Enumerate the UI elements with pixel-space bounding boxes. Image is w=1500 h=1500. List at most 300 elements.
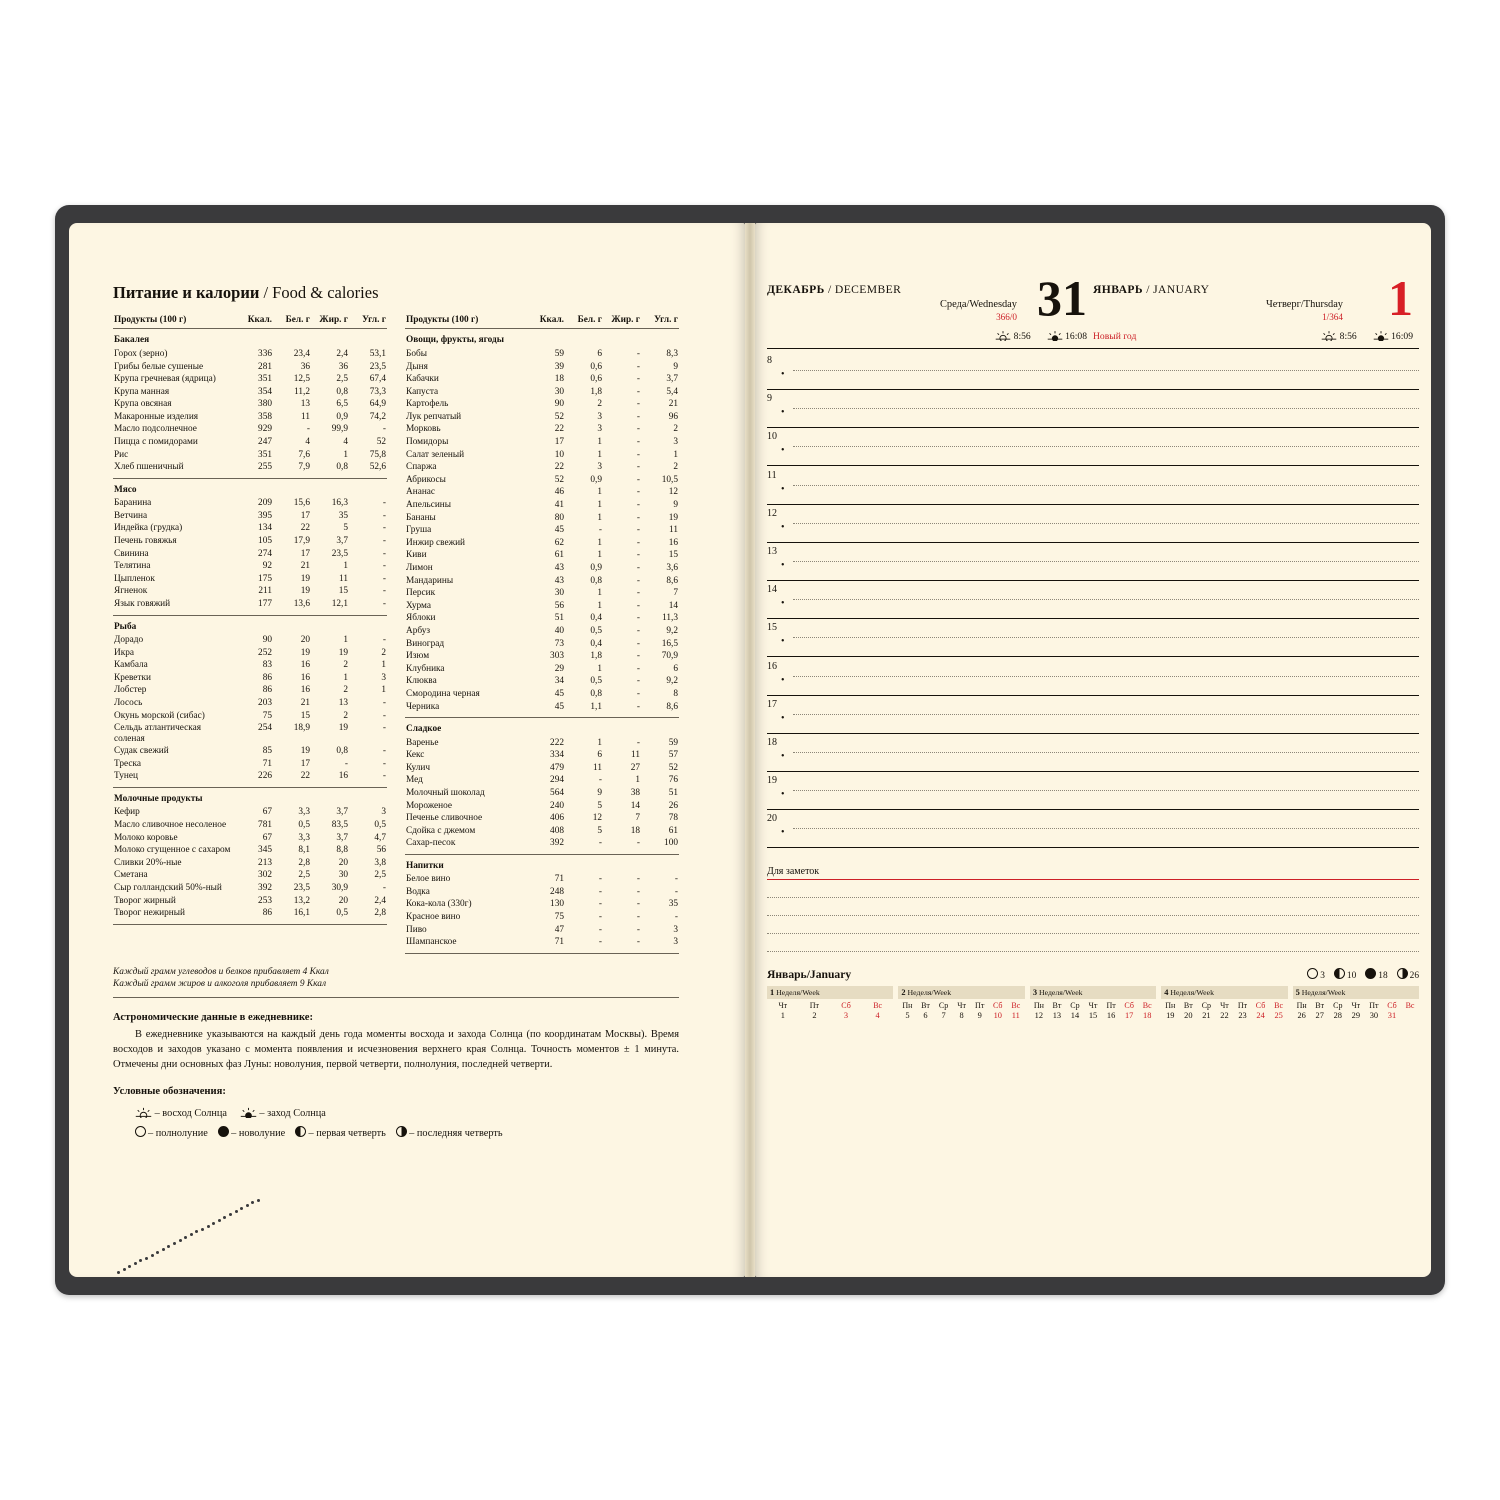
food-value: 134: [258, 523, 272, 534]
food-value: 51: [554, 613, 564, 624]
food-name: Лимон: [406, 563, 433, 573]
write-line[interactable]: [793, 485, 1419, 486]
food-value: 1: [381, 685, 386, 696]
food-value: 51: [668, 787, 678, 798]
food-value: 2: [343, 685, 348, 696]
food-name: Лосось: [114, 697, 143, 708]
write-line[interactable]: [793, 370, 1419, 371]
food-value: 3,8: [374, 857, 386, 868]
table-row: [405, 837, 679, 850]
food-value: 52: [668, 762, 678, 773]
hour-label: 13: [767, 545, 777, 557]
food-value: 3: [673, 937, 678, 948]
food-value: 96: [668, 411, 678, 422]
week-column: [898, 986, 1024, 1020]
food-value: 392: [550, 838, 564, 849]
food-value: -: [674, 912, 678, 923]
moon-phases: [1298, 968, 1419, 981]
food-name: Свинина: [114, 548, 149, 559]
hour-slot[interactable]: [767, 662, 1419, 700]
write-line[interactable]: [793, 599, 1419, 600]
hour-label: 14: [767, 584, 777, 596]
food-value: -: [598, 912, 602, 923]
food-value: 2,8: [298, 857, 310, 868]
food-value: 86: [262, 672, 272, 683]
food-value: 1,8: [590, 651, 602, 662]
table-row: [405, 575, 679, 588]
food-group-header: [405, 854, 679, 873]
hour-slot[interactable]: [767, 585, 1419, 623]
food-name: Кекс: [406, 750, 425, 761]
food-value: -: [636, 638, 640, 649]
food-value: 45: [554, 525, 564, 536]
food-value: -: [636, 449, 640, 460]
corner-dot: [190, 1233, 193, 1236]
food-name: Крупа овсяная: [114, 399, 172, 410]
food-value: 35: [668, 899, 678, 910]
food-name: Мороженое: [406, 800, 453, 811]
food-group-header: [113, 615, 387, 634]
calendar-day[interactable]: 14: [1070, 1011, 1080, 1021]
food-value: 1: [597, 500, 602, 511]
astro-text: В ежедневнике указываются на каждый день года моменты восхода и захода Солнца (по координатам Москвы). Время восходов и заходов указано с момента появления и исчезновения верхнего края Солнца. Точность моментов ± 1 минута. Отмечены дни основных фаз Луны: новолуния, первой четверти, полнолуния, последней четверти.: [113, 1029, 679, 1070]
food-value: 2: [597, 399, 602, 410]
write-line[interactable]: [793, 714, 1419, 715]
corner-dot: [128, 1265, 131, 1268]
table-row: [405, 625, 679, 638]
table-row: [113, 423, 387, 436]
calendar-day[interactable]: 24: [1256, 1011, 1265, 1021]
food-value: 45: [554, 701, 564, 712]
col-header-name: Продукты (100 г): [405, 313, 527, 329]
food-value: 14: [630, 800, 640, 811]
hour-slot[interactable]: [767, 509, 1419, 547]
note-line[interactable]: [767, 880, 1419, 898]
food-name: Картофель: [406, 399, 449, 410]
calendar-day[interactable]: 29: [1351, 1011, 1361, 1021]
food-value: 209: [258, 498, 272, 509]
food-value: -: [636, 411, 640, 422]
day-number: 1: [1388, 270, 1413, 326]
note-line[interactable]: [767, 898, 1419, 916]
table-row: [113, 461, 387, 474]
calendar-day[interactable]: [1401, 1011, 1419, 1020]
table-row: [113, 548, 387, 561]
sun-times: [1093, 330, 1419, 342]
weekday-row: [1030, 1001, 1156, 1010]
mini-calendar: [767, 968, 1419, 1020]
calendar-day[interactable]: 17: [1124, 1011, 1134, 1021]
food-value: 19: [338, 723, 348, 734]
food-value: 22: [300, 771, 310, 782]
table-row: [405, 612, 679, 625]
calendar-day[interactable]: 11: [1011, 1011, 1020, 1021]
legend-block: [113, 1104, 679, 1143]
full-moon-icon: [135, 1126, 146, 1137]
food-value: 105: [258, 536, 272, 547]
table-row: [405, 373, 679, 386]
food-name: Масло подсолнечное: [114, 424, 197, 435]
table-row: [405, 411, 679, 424]
corner-dot: [123, 1268, 126, 1271]
write-line[interactable]: [793, 637, 1419, 638]
calendar-day[interactable]: 25: [1274, 1011, 1283, 1021]
calendar-day[interactable]: 1: [780, 1011, 785, 1021]
food-value: 3,7: [336, 536, 348, 547]
food-group-name: Молочные продукты: [114, 793, 203, 804]
food-value: 19: [300, 573, 310, 584]
write-line[interactable]: [793, 790, 1419, 791]
legend-heading: Условные обозначения:: [113, 1086, 226, 1098]
food-value: 408: [550, 825, 564, 836]
food-value: 4: [305, 437, 310, 448]
food-value: 30,9: [331, 882, 348, 893]
write-line[interactable]: [793, 561, 1419, 562]
food-name: Горох (зерно): [114, 348, 168, 359]
table-row: [405, 936, 679, 949]
corner-dot: [246, 1204, 249, 1207]
food-value: 1: [343, 561, 348, 572]
table-row: [113, 844, 387, 857]
table-row: [405, 663, 679, 676]
week-label: 5 Неделя/Week: [1293, 986, 1419, 999]
food-value: 67: [262, 807, 272, 818]
calendar-day[interactable]: 9: [977, 1011, 982, 1021]
calendar-day[interactable]: 21: [1202, 1011, 1211, 1021]
food-value: 71: [554, 937, 564, 948]
table-header-row: [113, 313, 387, 329]
corner-dot: [218, 1219, 221, 1222]
hour-slot[interactable]: [767, 356, 1419, 394]
hour-divider: [767, 771, 1419, 772]
food-value: -: [636, 600, 640, 611]
day-counter: 366/0: [996, 312, 1017, 322]
food-name: Белое вино: [406, 874, 451, 885]
food-value: 40: [554, 625, 564, 636]
weekday-abbr: Сб: [992, 1001, 1003, 1011]
food-value: 0,5: [374, 819, 386, 830]
corner-dot: [173, 1242, 176, 1245]
day-number-row: [1030, 1011, 1156, 1020]
food-value: 395: [258, 510, 272, 521]
food-value: 0,9: [336, 411, 348, 422]
food-value: -: [598, 937, 602, 948]
table-row: [405, 873, 679, 886]
food-value: 100: [664, 838, 678, 849]
write-line[interactable]: [793, 408, 1419, 409]
food-group-name: Мясо: [114, 484, 137, 495]
weekday-abbr: Вт: [1183, 1001, 1193, 1011]
food-group-name: Напитки: [406, 860, 444, 871]
food-value: 13: [300, 399, 310, 410]
table-row: [405, 774, 679, 787]
hour-slot[interactable]: [767, 394, 1419, 432]
corner-dot: [212, 1222, 215, 1225]
food-value: 2,5: [298, 870, 310, 881]
corner-dot: [201, 1228, 204, 1231]
daily-planner-section: [767, 270, 1419, 1021]
food-value: 303: [550, 651, 564, 662]
moon-phase-fq: 10: [1334, 971, 1356, 981]
legend-sunset-label: – заход Солнца: [259, 1108, 326, 1120]
food-name: Виноград: [406, 638, 445, 649]
food-value: 203: [258, 697, 272, 708]
food-value: 86: [262, 685, 272, 696]
food-value: -: [382, 635, 386, 645]
food-value: -: [382, 586, 386, 597]
calendar-day[interactable]: 15: [1088, 1011, 1098, 1021]
col-header-fat: Жир. г: [311, 313, 349, 329]
food-name: Водка: [406, 886, 430, 897]
calendar-day[interactable]: 7: [941, 1011, 946, 1021]
food-value: 1: [343, 672, 348, 683]
table-row: [113, 722, 387, 745]
week-column: [1293, 986, 1419, 1020]
food-value: 20: [300, 635, 310, 645]
table-row: [113, 684, 387, 697]
food-table-column-1: [113, 313, 387, 954]
week-column: [1161, 986, 1287, 1020]
food-value: 29: [554, 663, 564, 674]
table-row: [113, 585, 387, 598]
table-row: [405, 898, 679, 911]
food-value: 56: [376, 845, 386, 856]
hour-slot[interactable]: [767, 814, 1419, 852]
food-name: Грибы белые сушеные: [114, 361, 204, 372]
food-value: 90: [554, 399, 564, 410]
week-label: 4 Неделя/Week: [1161, 986, 1287, 999]
food-value: -: [636, 625, 640, 636]
food-name: Смородина черная: [406, 688, 480, 699]
corner-dot: [195, 1230, 198, 1233]
table-row: [113, 647, 387, 660]
food-name: Апельсины: [406, 500, 452, 511]
table-row: [113, 659, 387, 672]
food-value: -: [636, 348, 640, 359]
food-name: Индейка (грудка): [114, 523, 183, 534]
write-line[interactable]: [793, 446, 1419, 447]
food-value: 12,1: [331, 599, 348, 609]
food-value: 1: [381, 660, 386, 671]
calendar-day[interactable]: 20: [1184, 1011, 1193, 1021]
weekday-abbr: Ср: [1201, 1001, 1212, 1011]
hour-slot[interactable]: [767, 432, 1419, 470]
food-name: Мед: [406, 775, 423, 786]
calendar-day[interactable]: 12: [1034, 1011, 1044, 1021]
calendar-day[interactable]: 23: [1238, 1011, 1247, 1021]
food-name: Дорадо: [114, 635, 144, 645]
table-row: [113, 573, 387, 586]
food-value: 8,6: [666, 575, 678, 586]
calendar-day[interactable]: 31: [1387, 1011, 1397, 1021]
calendar-day[interactable]: 28: [1333, 1011, 1342, 1021]
calendar-day[interactable]: 8: [959, 1011, 964, 1021]
notes-label: Для заметок: [767, 866, 820, 878]
corner-dot: [207, 1225, 210, 1228]
food-value: 274: [258, 548, 272, 559]
food-value: 9,2: [666, 625, 678, 636]
food-value: -: [636, 424, 640, 435]
weekday-abbr: Пт: [975, 1001, 985, 1011]
calendar-day[interactable]: 4: [875, 1011, 880, 1021]
note-line[interactable]: [767, 934, 1419, 952]
corner-dot: [156, 1251, 159, 1254]
food-value: 59: [554, 348, 564, 359]
hour-slot[interactable]: [767, 471, 1419, 509]
food-value: -: [636, 512, 640, 523]
food-name: Дыня: [406, 361, 428, 372]
weekday-abbr: Чт: [957, 1001, 966, 1011]
calendar-day[interactable]: 13: [1052, 1011, 1062, 1021]
month-name: ЯНВАРЬ / JANUARY: [1093, 283, 1210, 296]
write-line[interactable]: [793, 752, 1419, 753]
food-value: 12: [668, 487, 678, 498]
food-name: Камбала: [114, 660, 148, 671]
calendar-day[interactable]: 2: [812, 1011, 817, 1021]
table-row: [113, 634, 387, 647]
hour-slots: [767, 356, 1419, 852]
food-value: 406: [550, 813, 564, 824]
calendar-day[interactable]: 26: [1297, 1011, 1306, 1021]
food-value: 17: [554, 437, 564, 448]
food-value: 15: [668, 550, 678, 561]
food-value: 175: [258, 573, 272, 584]
food-value: 1: [597, 600, 602, 611]
food-name: Кока-кола (330г): [406, 899, 472, 910]
food-value: 52: [376, 437, 386, 448]
calendar-day[interactable]: 18: [1143, 1011, 1152, 1021]
table-row: [405, 911, 679, 924]
food-value: 222: [550, 737, 564, 748]
food-value: 3,7: [336, 807, 348, 818]
calendar-day[interactable]: 10: [993, 1011, 1002, 1021]
food-value: 3: [673, 924, 678, 935]
food-value: 16: [668, 537, 678, 548]
table-row: [113, 907, 387, 920]
food-group-name: Овощи, фрукты, ягоды: [406, 335, 505, 346]
divider: [113, 997, 679, 998]
half-hour-dot: •: [781, 674, 785, 686]
food-name: Лук репчатый: [406, 411, 462, 422]
food-name: Сдойка с джемом: [406, 825, 476, 836]
food-value: 18: [630, 825, 640, 836]
food-value: 2,4: [374, 895, 386, 906]
food-value: -: [636, 924, 640, 935]
weekday-abbr: Пт: [1237, 1001, 1248, 1011]
food-value: 1: [597, 449, 602, 460]
note-line[interactable]: [767, 916, 1419, 934]
food-value: 336: [258, 348, 272, 359]
page-title: [113, 283, 679, 303]
table-row: [113, 560, 387, 573]
footnote-1: Каждый грамм углеводов и белков прибавляет 4 Ккал: [113, 966, 329, 977]
mini-calendar-title: Январь/January: [767, 968, 852, 982]
calendar-day[interactable]: 22: [1220, 1011, 1229, 1021]
food-name: Окунь морской (сибас): [114, 710, 205, 721]
food-value: -: [636, 886, 640, 897]
food-value: 2: [673, 462, 678, 473]
food-value: 18,9: [293, 723, 310, 734]
food-value: 76: [668, 775, 678, 786]
table-row: [405, 749, 679, 762]
food-value: 13,2: [293, 895, 310, 906]
write-line[interactable]: [793, 676, 1419, 677]
table-row: [113, 386, 387, 399]
food-value: 2,4: [336, 348, 348, 359]
food-value: 8: [673, 688, 678, 699]
hour-label: 10: [767, 431, 777, 443]
food-name: Кулич: [406, 762, 431, 773]
table-row: [113, 598, 387, 611]
food-value: 45: [554, 688, 564, 699]
hour-label: 19: [767, 775, 777, 787]
food-name: Молочный шоколад: [406, 787, 485, 798]
calendar-day[interactable]: 16: [1106, 1011, 1116, 1021]
weekday-abbr: Вт: [1052, 1001, 1062, 1011]
food-value: 27: [630, 762, 640, 773]
hour-slot[interactable]: [767, 776, 1419, 814]
food-value: -: [636, 537, 640, 548]
food-value: 334: [550, 750, 564, 761]
table-row: [113, 745, 387, 758]
hour-slot[interactable]: [767, 700, 1419, 738]
food-value: 21: [300, 697, 310, 708]
corner-dot: [117, 1271, 120, 1274]
food-name: Кабачки: [406, 374, 439, 385]
write-line[interactable]: [793, 523, 1419, 524]
food-value: -: [382, 510, 386, 521]
weekday-abbr: Чт: [1220, 1001, 1229, 1011]
food-value: 8,1: [298, 845, 310, 856]
food-name: Треска: [114, 758, 141, 769]
calendar-day[interactable]: 5: [905, 1011, 910, 1021]
corner-dot: [162, 1248, 165, 1251]
calendar-day[interactable]: 3: [843, 1011, 849, 1021]
food-value: 1,1: [590, 701, 602, 712]
calendar-day[interactable]: 30: [1369, 1011, 1379, 1021]
sunset-time: 16:08: [1047, 330, 1087, 342]
hour-divider: [767, 465, 1419, 466]
table-row: [113, 819, 387, 832]
calendar-day[interactable]: 6: [923, 1011, 928, 1021]
table-row: [113, 411, 387, 424]
hour-divider: [767, 656, 1419, 657]
food-name: Красное вино: [406, 912, 461, 923]
food-name: Креветки: [114, 672, 151, 683]
hour-divider: [767, 618, 1419, 619]
food-name: Яблоки: [406, 613, 436, 624]
food-value: 16: [300, 660, 310, 671]
food-value: 392: [258, 882, 272, 893]
table-row: [405, 736, 679, 749]
food-value: 61: [668, 825, 678, 836]
food-name: Варенье: [406, 737, 439, 748]
food-name: Крупа манная: [114, 386, 170, 397]
hour-slot[interactable]: [767, 623, 1419, 661]
write-line[interactable]: [793, 828, 1419, 829]
hour-slot[interactable]: [767, 738, 1419, 776]
table-row: [405, 675, 679, 688]
food-value: 23,5: [293, 882, 310, 893]
food-value: 16: [300, 685, 310, 696]
food-value: 9: [673, 361, 678, 372]
calendar-day[interactable]: 27: [1315, 1011, 1324, 1021]
hour-slot[interactable]: [767, 547, 1419, 585]
calendar-day[interactable]: 19: [1166, 1011, 1175, 1021]
food-value: 75: [262, 710, 272, 721]
food-value: 8,8: [336, 845, 348, 856]
food-value: 781: [258, 819, 272, 830]
